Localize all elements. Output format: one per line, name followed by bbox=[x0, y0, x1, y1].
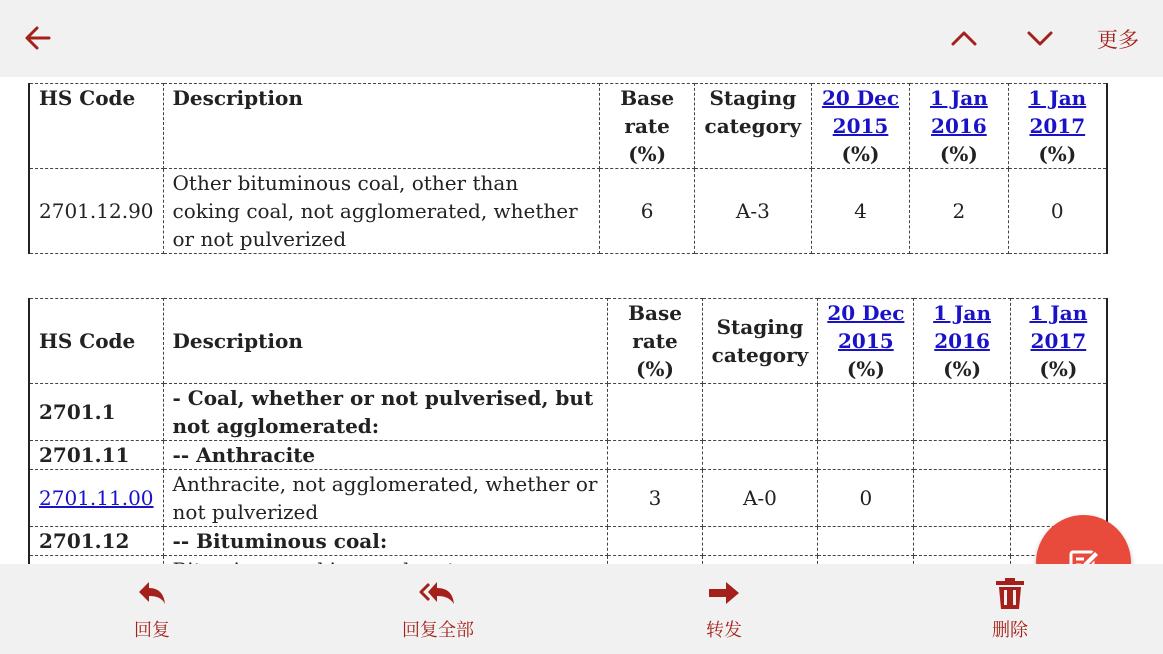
header-20-dec-2015: 20 Dec 2015 (%) bbox=[818, 299, 914, 384]
cell-1-jan-2016: 2 bbox=[910, 169, 1008, 254]
header-staging-category: Staging category bbox=[702, 299, 818, 384]
link-20-dec-2015[interactable]: 20 Dec 2015 bbox=[821, 86, 900, 138]
link-20-dec-2015[interactable]: 20 Dec 2015 bbox=[827, 301, 905, 353]
table-row bbox=[29, 470, 1107, 527]
cell-1-jan-2017: 0 bbox=[1008, 169, 1107, 254]
header-1-jan-2017: 1 Jan 2017 (%) bbox=[1008, 84, 1107, 169]
bottom-action-bar bbox=[0, 564, 1163, 654]
header-description: Description bbox=[163, 84, 600, 169]
tariff-table-1 bbox=[28, 83, 1108, 254]
arrow-left-icon bbox=[23, 23, 53, 53]
header-20-dec-2015: 20 Dec 2015 (%) bbox=[811, 84, 909, 169]
trash-icon bbox=[993, 576, 1027, 610]
link-1-jan-2016[interactable]: 1 Jan 2016 bbox=[933, 301, 992, 353]
message-body[interactable] bbox=[0, 77, 1163, 564]
table-row bbox=[29, 384, 1107, 441]
reply-all-icon bbox=[418, 576, 458, 610]
next-button[interactable] bbox=[1020, 18, 1060, 58]
header-1-jan-2016: 1 Jan 2016 (%) bbox=[910, 84, 1008, 169]
header-hs-code: HS Code bbox=[29, 84, 163, 169]
header-staging-category: Staging category bbox=[694, 84, 811, 169]
header-base-rate: Base rate (%) bbox=[600, 84, 694, 169]
top-toolbar bbox=[0, 0, 1163, 77]
cell-staging: A-0 bbox=[702, 470, 818, 527]
chevron-down-icon bbox=[1025, 23, 1055, 53]
header-description: Description bbox=[163, 299, 608, 384]
cell-description: - Coal, whether or not pulverised, but not agglomerated: bbox=[163, 384, 608, 441]
cell-description: -- Bituminous coal: bbox=[163, 527, 608, 556]
cell-20-dec-2015: 4 bbox=[811, 169, 909, 254]
cell-description: Other bituminous coal, other than coking coal, not agglomerated, whether or not pulverized bbox=[163, 169, 600, 254]
link-1-jan-2016[interactable]: 1 Jan 2016 bbox=[929, 86, 988, 138]
header-hs-code: HS Code bbox=[29, 299, 163, 384]
cell-description: Anthracite, not agglomerated, whether or not pulverized bbox=[163, 470, 608, 527]
cell-hs-code: 2701.11 bbox=[29, 441, 163, 470]
cell-20-dec-2015: 0 bbox=[818, 470, 914, 527]
table-row bbox=[29, 527, 1107, 556]
chevron-up-icon bbox=[949, 23, 979, 53]
cell-description: -- Anthracite bbox=[163, 441, 608, 470]
delete-button[interactable]: 删除 bbox=[940, 576, 1080, 642]
link-1-jan-2017[interactable]: 1 Jan 2017 bbox=[1028, 86, 1087, 138]
table-row bbox=[29, 169, 1107, 254]
header-1-jan-2016: 1 Jan 2016 (%) bbox=[914, 299, 1010, 384]
cell-hs-code: 2701.1 bbox=[29, 384, 163, 441]
back-button[interactable] bbox=[18, 18, 58, 58]
header-base-rate: Base rate (%) bbox=[608, 299, 702, 384]
hs-code-link[interactable]: 2701.11.00 bbox=[39, 486, 154, 510]
header-1-jan-2017: 1 Jan 2017 (%) bbox=[1010, 299, 1107, 384]
link-1-jan-2017[interactable]: 1 Jan 2017 bbox=[1029, 301, 1088, 353]
reply-icon bbox=[135, 576, 169, 610]
reply-all-button[interactable]: 回复全部 bbox=[368, 576, 508, 642]
more-button[interactable]: 更多 bbox=[1097, 28, 1139, 52]
cell-base-rate: 3 bbox=[608, 470, 702, 527]
cell-staging: A-3 bbox=[694, 169, 811, 254]
cell-base-rate: 6 bbox=[600, 169, 694, 254]
cell-hs-code bbox=[29, 470, 163, 527]
table-row bbox=[29, 441, 1107, 470]
cell-hs-code: 2701.12.90 bbox=[29, 169, 163, 254]
reply-button[interactable]: 回复 bbox=[82, 576, 222, 642]
forward-arrow-icon bbox=[706, 576, 742, 610]
forward-button[interactable]: 转发 bbox=[654, 576, 794, 642]
previous-button[interactable] bbox=[944, 18, 984, 58]
cell-hs-code: 2701.12 bbox=[29, 527, 163, 556]
